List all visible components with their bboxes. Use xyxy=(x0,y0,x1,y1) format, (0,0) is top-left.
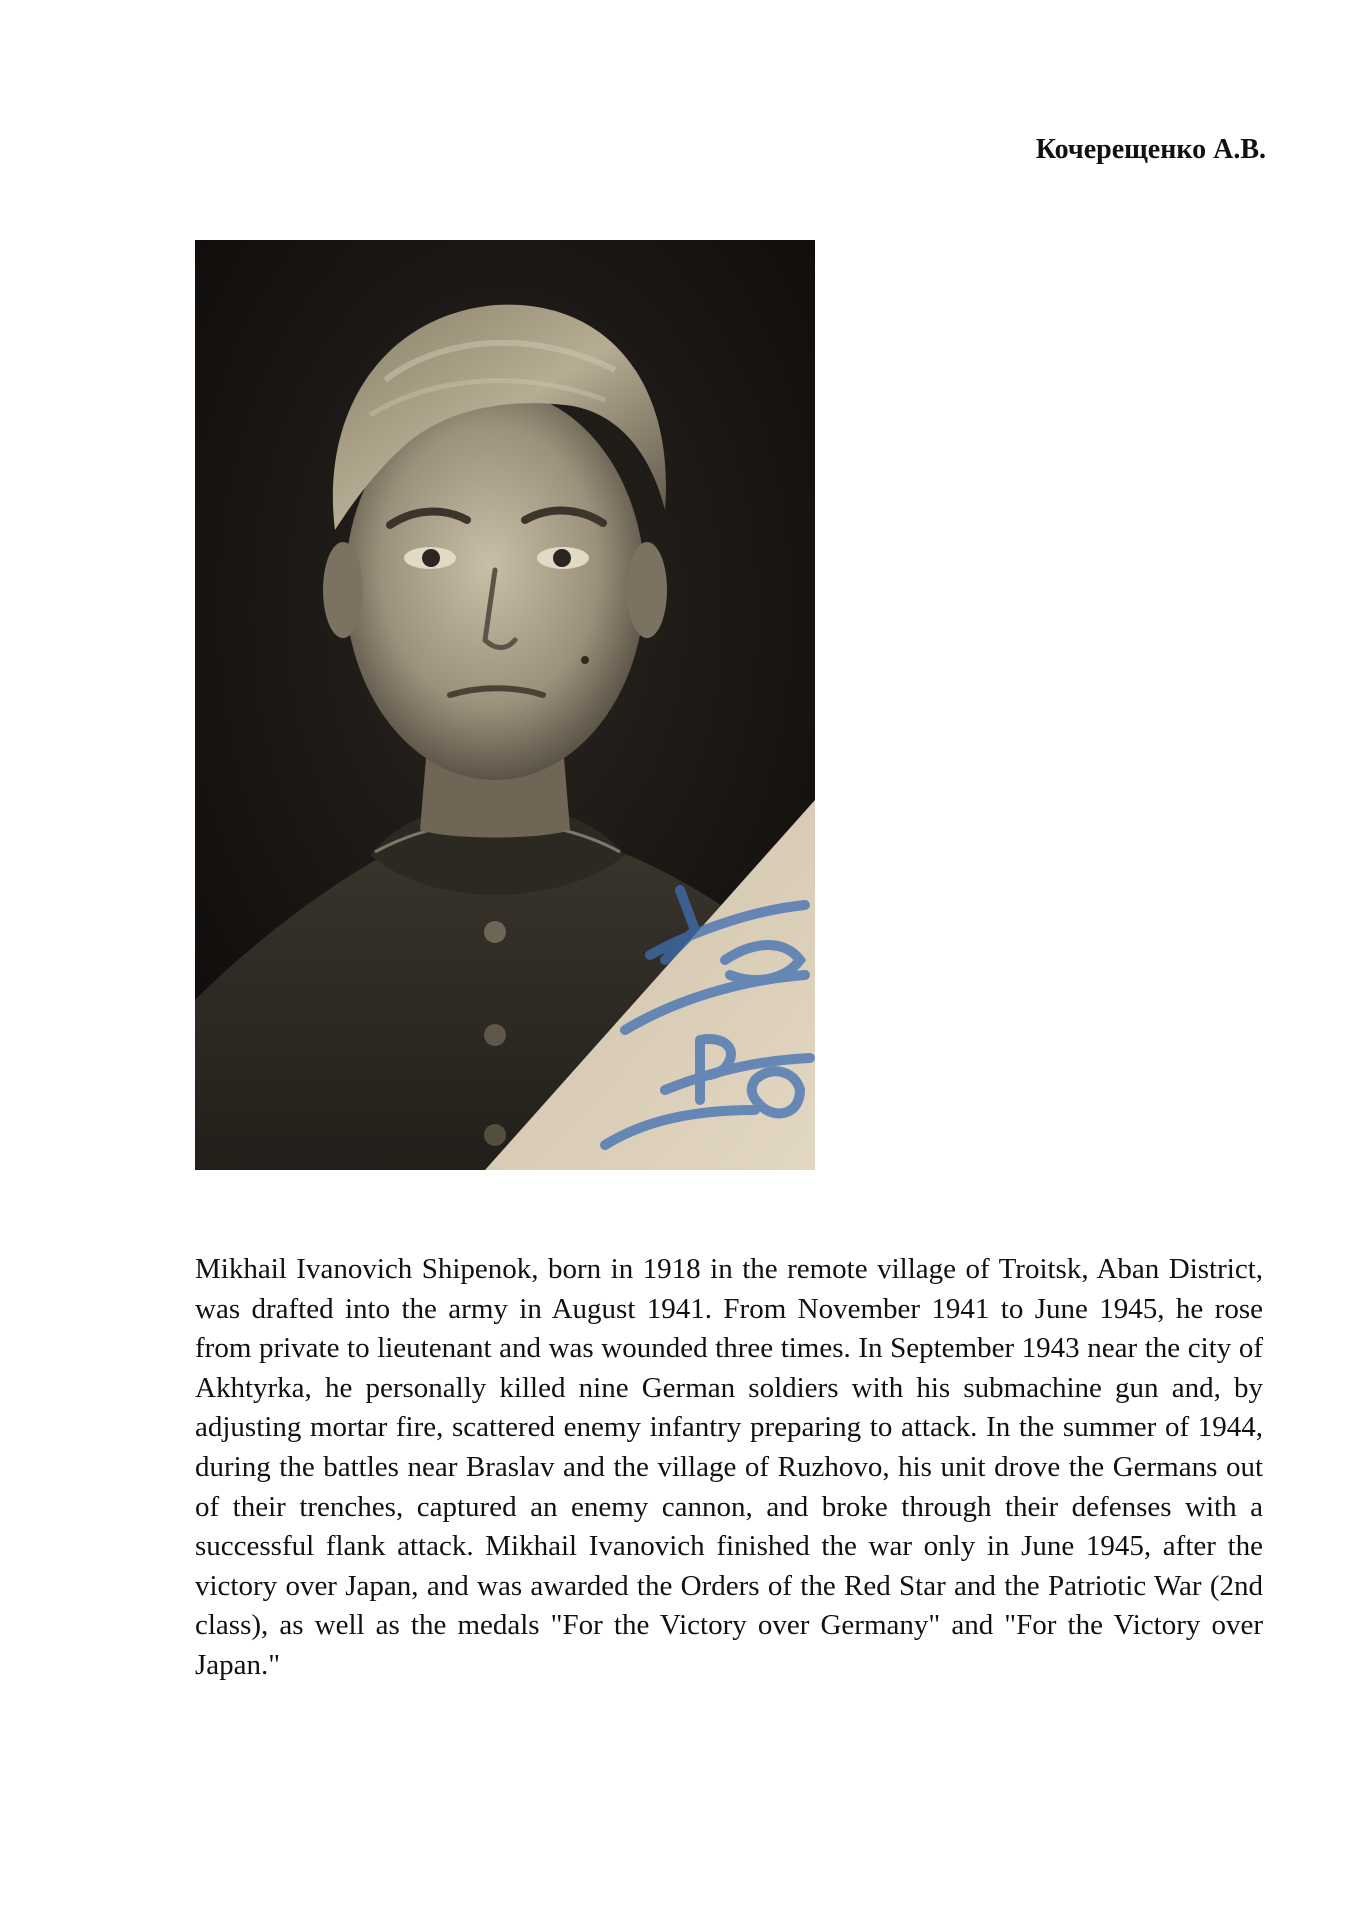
portrait-illustration xyxy=(195,240,815,1170)
portrait-photo xyxy=(195,240,815,1170)
tunic-button xyxy=(484,1124,506,1146)
biography-paragraph: Mikhail Ivanovich Shipenok, born in 1918 in the remote village of Troitsk, Aban District, was drafted into the army in August 1941. From November 1941 to June 1945, he rose from private to lieutenant and was wounded three times. In September 1943 near the city of Akhtyrka, he personally killed nine German soldiers with his submachine gun and, by adjusting mortar fire, scattered enemy infantry preparing to attack. In the summer of 1944, during the battles near Braslav and the village of Ruzhovo, his unit drove the Germans out of their trenches, captured an enemy cannon, and broke through their defenses with a successful flank attack. Mikhail Ivanovich finished the war only in June 1945, after the victory over Japan, and was awarded the Orders of the Red Star and the Patriotic War (2nd class), as well as the medals "For the Victory over Germany" and "For the Victory over Japan." xyxy=(195,1253,1263,1681)
author-name: Кочерещенко А.В. xyxy=(1035,134,1266,165)
tunic-button xyxy=(484,1024,506,1046)
tunic-button xyxy=(484,921,506,943)
